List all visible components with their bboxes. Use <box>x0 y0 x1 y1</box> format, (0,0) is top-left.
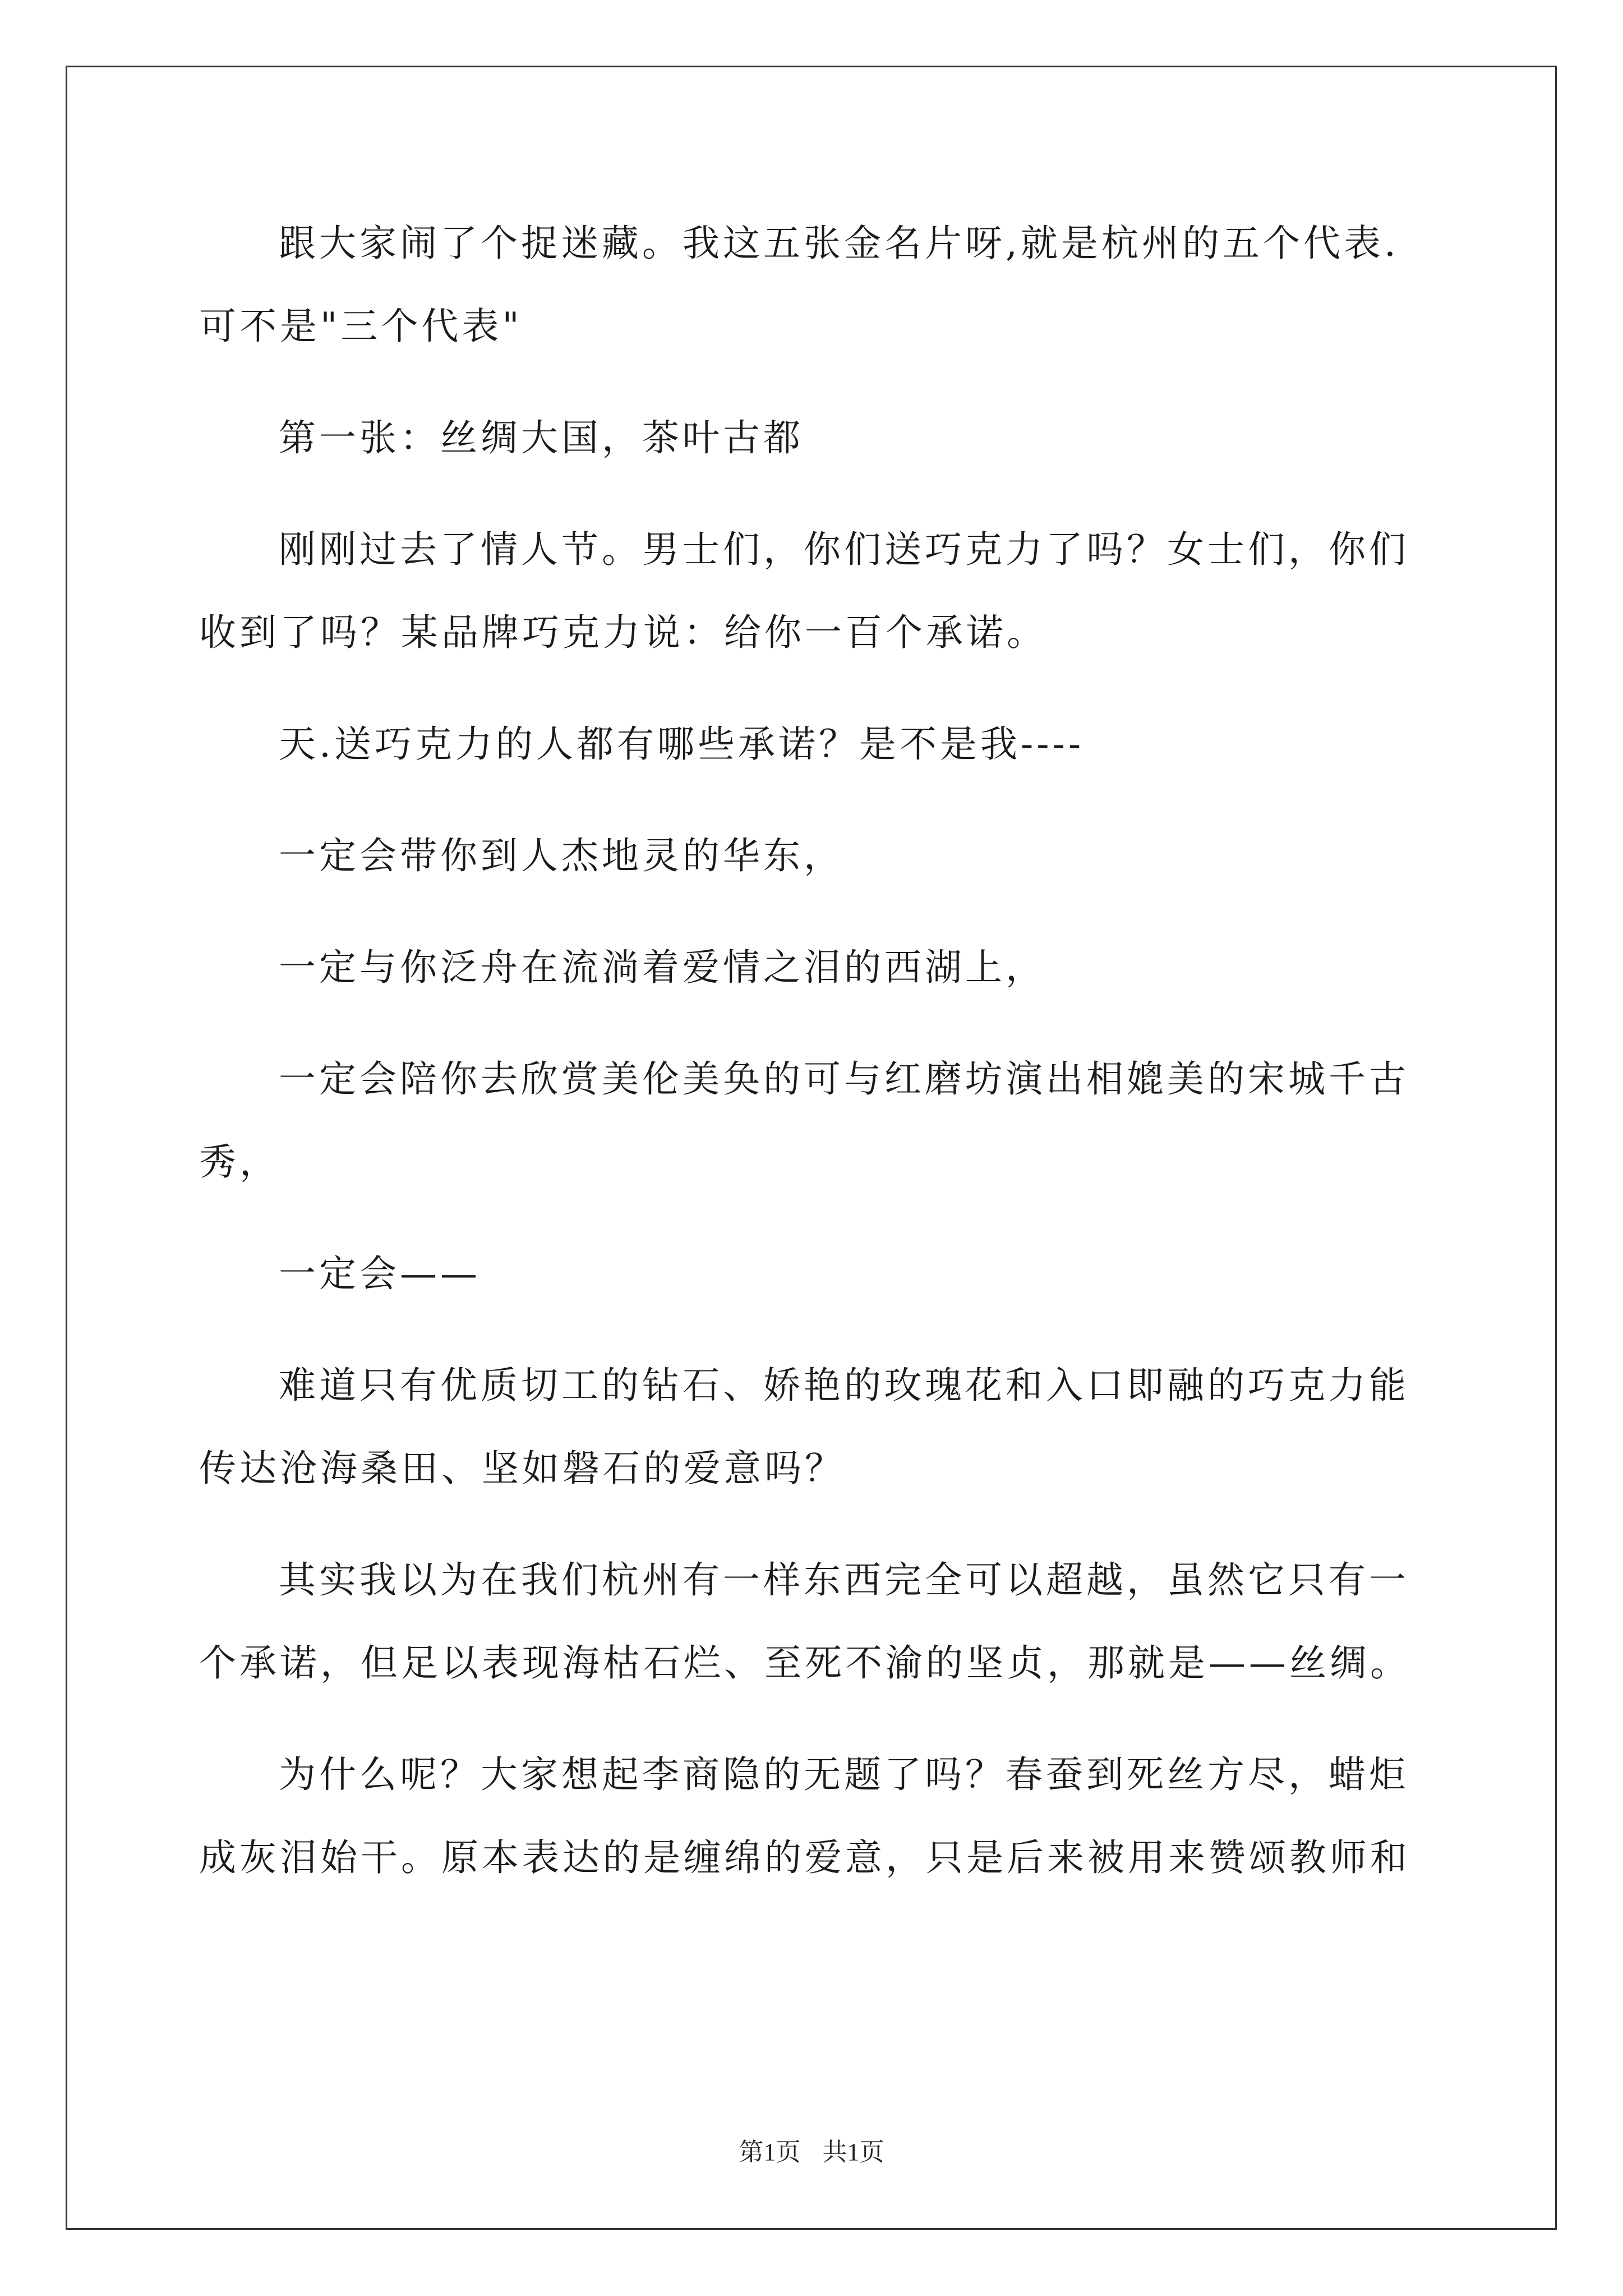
page-number: 第1页 <box>739 2138 801 2166</box>
paragraph: 一定与你泛舟在流淌着爱情之泪的西湖上， <box>279 946 1046 989</box>
paragraph: 天.送巧克力的人都有哪些承诺？是不是我---- <box>279 723 1085 766</box>
page-total: 共1页 <box>822 2138 884 2166</box>
paragraph: 一定会陪你去欣赏美伦美奂的可与红磨坊演出相媲美的宋城千古秀， <box>199 1057 1409 1184</box>
paragraph: 其实我以为在我们杭州有一样东西完全可以超越，虽然它只有一个承诺，但足以表现海枯石烂、至死不渝的坚贞，那就是——丝绸。 <box>199 1558 1410 1685</box>
paragraph: 刚刚过去了情人节。男士们，你们送巧克力了吗？女士们，你们收到了吗？某品牌巧克力说：给你一百个承诺。 <box>199 528 1409 654</box>
paragraph: 为什么呢？大家想起李商隐的无题了吗？春蚕到死丝方尽，蜡炬成灰泪始干。原本表达的是缠绵的爱意，只是后来被用来赞颂教师和 <box>199 1753 1410 1879</box>
paragraph: 难道只有优质切工的钻石、娇艳的玫瑰花和入口即融的巧克力能传达沧海桑田、坚如磐石的爱意吗？ <box>199 1364 1409 1490</box>
document-body <box>199 202 1433 1928</box>
paragraph: 跟大家闹了个捉迷藏。我这五张金名片呀,就是杭州的五个代表.可不是"三个代表" <box>199 222 1399 348</box>
paragraph: 一定会带你到人杰地灵的华东， <box>279 834 844 877</box>
paragraph: 一定会—— <box>279 1252 481 1295</box>
page-footer <box>0 2132 1623 2168</box>
section-heading: 第一张：丝绸大国，茶叶古都 <box>279 416 804 459</box>
